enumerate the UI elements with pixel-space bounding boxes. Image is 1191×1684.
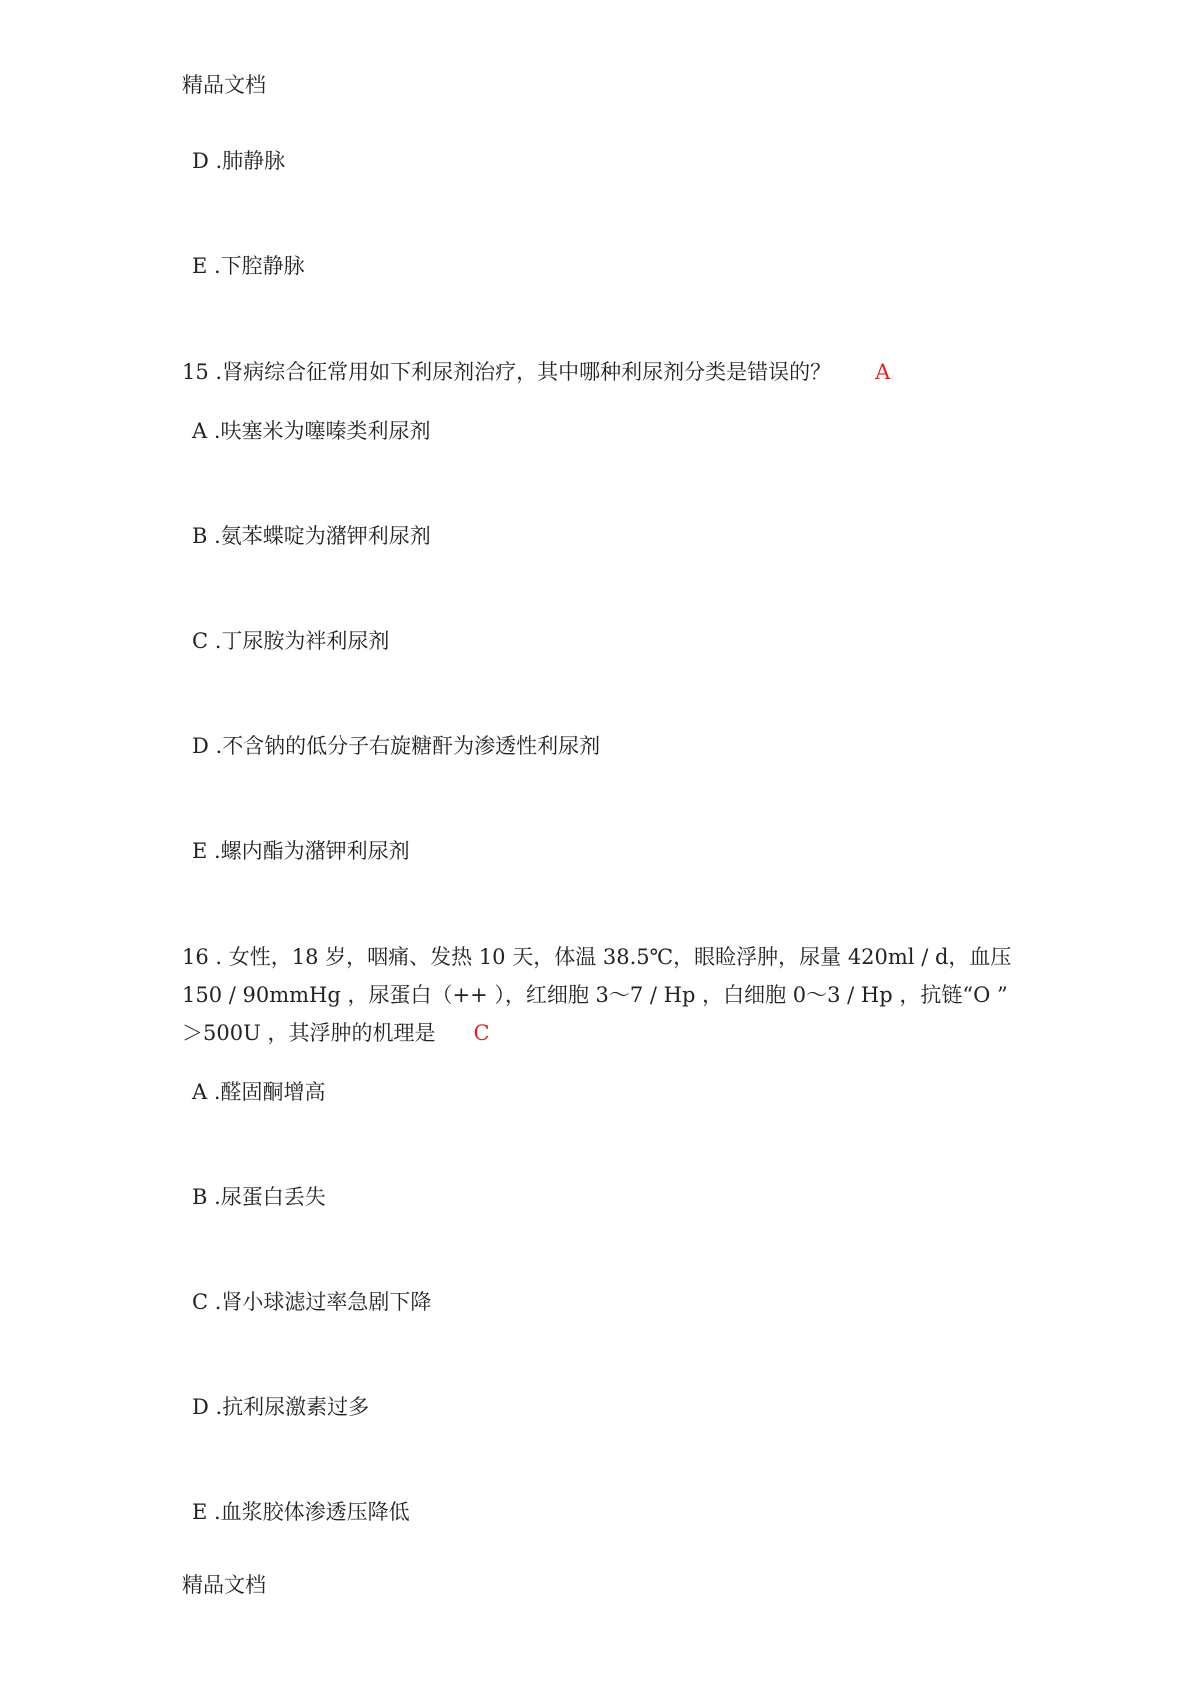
option-d-prev: D .肺静脉 [192, 149, 286, 173]
q15-option-a: A .呋塞米为噻嗪类利尿剂 [192, 419, 431, 443]
question-16-text-end: ＞500U ，其浮肿的机理是 [182, 1021, 436, 1045]
q16-option-d: D .抗利尿激素过多 [192, 1395, 370, 1419]
q15-option-c: C .丁尿胺为袢利尿剂 [192, 629, 390, 653]
question-16-answer: C [473, 1021, 490, 1045]
q16-option-c: C .肾小球滤过率急剧下降 [192, 1290, 432, 1314]
q15-option-d: D .不含钠的低分子右旋糖酐为渗透性利尿剂 [192, 734, 601, 758]
q16-option-a: A .醛固酮增高 [192, 1080, 326, 1104]
question-15 [182, 359, 890, 385]
question-16-line-2: 150 / 90mmHg ，尿蛋白（++ ），红细胞 3～7 / Hp ，白细胞 0～3 / Hp ，抗链“O ” [182, 983, 1008, 1007]
q16-option-e: E .血浆胶体渗透压降低 [192, 1500, 410, 1524]
page-header: 精品文档 [182, 73, 266, 97]
q16-option-b: B .尿蛋白丢失 [192, 1185, 326, 1209]
option-e-prev: E .下腔静脉 [192, 254, 305, 278]
question-16-line-1: 16 . 女性，18 岁，咽痛、发热 10 天，体温 38.5℃，眼睑浮肿，尿量 420ml / d，血压 [182, 945, 1012, 969]
question-15-text: 15 .肾病综合征常用如下利尿剂治疗，其中哪种利尿剂分类是错误的？ [182, 360, 832, 384]
q15-option-b: B .氨苯蝶啶为潴钾利尿剂 [192, 524, 431, 548]
page-footer: 精品文档 [182, 1573, 266, 1597]
q15-option-e: E .螺内酯为潴钾利尿剂 [192, 839, 410, 863]
question-16-line-3 [182, 1020, 490, 1046]
question-15-answer: A [875, 360, 891, 384]
